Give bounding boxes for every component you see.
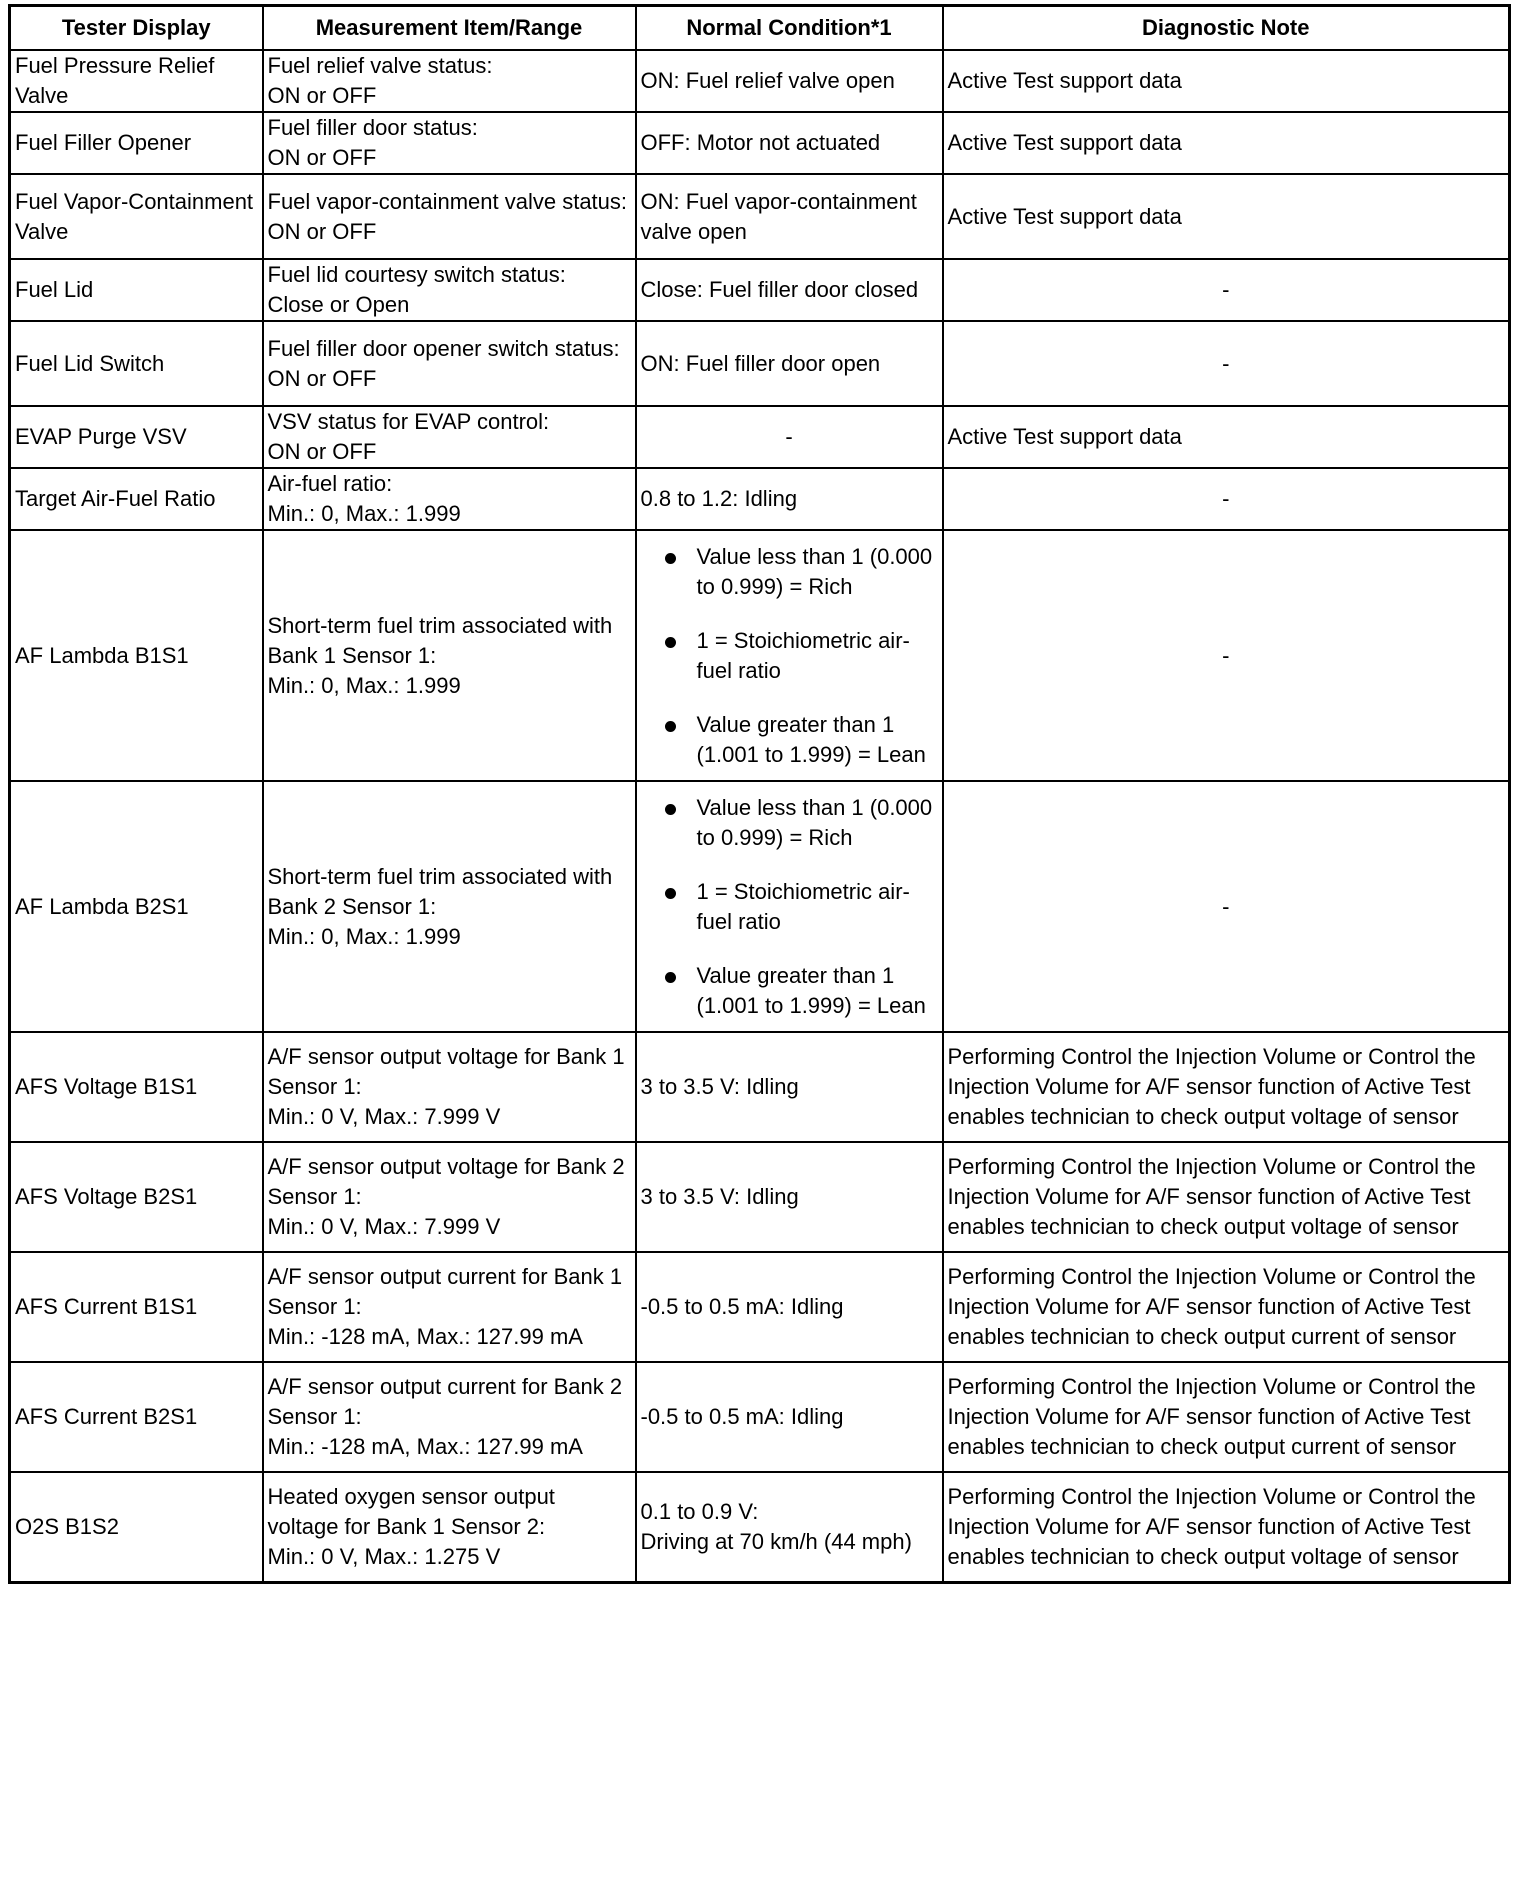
normal-condition-cell: ON: Fuel vapor-containment valve open bbox=[636, 174, 943, 259]
measurement-range-cell: Fuel vapor-containment valve status: ON or OFF bbox=[263, 174, 636, 259]
table-row bbox=[10, 468, 1510, 530]
normal-condition-cell: ON: Fuel relief valve open bbox=[636, 50, 943, 112]
diagnostic-note-cell: - bbox=[943, 468, 1510, 530]
table-row bbox=[10, 321, 1510, 406]
table-row bbox=[10, 406, 1510, 468]
tester-display-cell: O2S B1S2 bbox=[10, 1472, 263, 1582]
table-header bbox=[10, 6, 1510, 51]
tester-display-cell: EVAP Purge VSV bbox=[10, 406, 263, 468]
tester-display-cell: Fuel Lid bbox=[10, 259, 263, 321]
tester-display-cell: AFS Current B1S1 bbox=[10, 1252, 263, 1362]
diagnostic-note-cell: Active Test support data bbox=[943, 406, 1510, 468]
header-measurement-item-range: Measurement Item/Range bbox=[263, 6, 636, 51]
condition-bullet-item bbox=[661, 710, 938, 770]
diagnostic-note-cell: - bbox=[943, 530, 1510, 781]
bullet-dot-icon bbox=[665, 721, 676, 732]
condition-bullet-text: Value less than 1 (0.000 to 0.999) = Rich bbox=[696, 794, 933, 850]
bullet-dot-icon bbox=[665, 553, 676, 564]
table-row bbox=[10, 50, 1510, 112]
table-row bbox=[10, 1362, 1510, 1472]
normal-condition-cell: -0.5 to 0.5 mA: Idling bbox=[636, 1362, 943, 1472]
diagnostic-note-cell: - bbox=[943, 781, 1510, 1032]
condition-bullet-text: Value greater than 1 (1.001 to 1.999) = Lean bbox=[696, 962, 926, 1018]
measurement-range-cell: Short-term fuel trim associated with Bank 1 Sensor 1: Min.: 0, Max.: 1.999 bbox=[263, 530, 636, 781]
table-body bbox=[10, 50, 1510, 1582]
tester-display-cell: Fuel Filler Opener bbox=[10, 112, 263, 174]
table-row bbox=[10, 259, 1510, 321]
measurement-range-cell: A/F sensor output current for Bank 1 Sensor 1: Min.: -128 mA, Max.: 127.99 mA bbox=[263, 1252, 636, 1362]
normal-condition-cell: OFF: Motor not actuated bbox=[636, 112, 943, 174]
measurement-range-cell: Heated oxygen sensor output voltage for Bank 1 Sensor 2: Min.: 0 V, Max.: 1.275 V bbox=[263, 1472, 636, 1582]
normal-condition-cell: 0.8 to 1.2: Idling bbox=[636, 468, 943, 530]
tester-display-cell: AFS Voltage B1S1 bbox=[10, 1032, 263, 1142]
normal-condition-cell bbox=[636, 530, 943, 781]
measurement-range-cell: Fuel relief valve status: ON or OFF bbox=[263, 50, 636, 112]
tester-display-cell: Target Air-Fuel Ratio bbox=[10, 468, 263, 530]
tester-display-cell: AF Lambda B2S1 bbox=[10, 781, 263, 1032]
normal-condition-cell bbox=[636, 781, 943, 1032]
table-row bbox=[10, 1032, 1510, 1142]
table-row bbox=[10, 1472, 1510, 1582]
table-row bbox=[10, 530, 1510, 781]
diagnostic-note-cell: - bbox=[943, 321, 1510, 406]
normal-condition-cell: 3 to 3.5 V: Idling bbox=[636, 1032, 943, 1142]
condition-bullet-text: 1 = Stoichiometric air-fuel ratio bbox=[696, 627, 910, 683]
tester-display-cell: AF Lambda B1S1 bbox=[10, 530, 263, 781]
condition-bullet-text: 1 = Stoichiometric air-fuel ratio bbox=[696, 878, 910, 934]
header-row bbox=[10, 6, 1510, 51]
measurement-range-cell: VSV status for EVAP control: ON or OFF bbox=[263, 406, 636, 468]
diagnostic-note-cell: Performing Control the Injection Volume or Control the Injection Volume for A/F sensor function of Active Test enables technician to check output voltage of sensor bbox=[943, 1472, 1510, 1582]
measurement-range-cell: A/F sensor output voltage for Bank 2 Sensor 1: Min.: 0 V, Max.: 7.999 V bbox=[263, 1142, 636, 1252]
condition-bullet-list bbox=[641, 536, 938, 776]
normal-condition-cell: ON: Fuel filler door open bbox=[636, 321, 943, 406]
measurement-range-cell: Air-fuel ratio: Min.: 0, Max.: 1.999 bbox=[263, 468, 636, 530]
diagnostic-note-cell: Active Test support data bbox=[943, 174, 1510, 259]
condition-bullet-item bbox=[661, 626, 938, 686]
measurement-range-cell: Fuel filler door status: ON or OFF bbox=[263, 112, 636, 174]
table-row bbox=[10, 174, 1510, 259]
normal-condition-cell: 0.1 to 0.9 V: Driving at 70 km/h (44 mph) bbox=[636, 1472, 943, 1582]
diagnostic-note-cell: Performing Control the Injection Volume or Control the Injection Volume for A/F sensor function of Active Test enables technician to check output voltage of sensor bbox=[943, 1032, 1510, 1142]
condition-bullet-item bbox=[661, 961, 938, 1021]
normal-condition-cell: - bbox=[636, 406, 943, 468]
diagnostic-data-table bbox=[8, 4, 1511, 1584]
tester-display-cell: Fuel Vapor-Containment Valve bbox=[10, 174, 263, 259]
normal-condition-cell: Close: Fuel filler door closed bbox=[636, 259, 943, 321]
diagnostic-note-cell: Active Test support data bbox=[943, 112, 1510, 174]
tester-display-cell: AFS Voltage B2S1 bbox=[10, 1142, 263, 1252]
diagnostic-note-cell: Performing Control the Injection Volume or Control the Injection Volume for A/F sensor function of Active Test enables technician to check output current of sensor bbox=[943, 1362, 1510, 1472]
header-normal-condition: Normal Condition*1 bbox=[636, 6, 943, 51]
diagnostic-note-cell: Performing Control the Injection Volume or Control the Injection Volume for A/F sensor function of Active Test enables technician to check output current of sensor bbox=[943, 1252, 1510, 1362]
bullet-dot-icon bbox=[665, 637, 676, 648]
condition-bullet-item bbox=[661, 793, 938, 853]
condition-bullet-text: Value less than 1 (0.000 to 0.999) = Rich bbox=[696, 543, 933, 599]
header-diagnostic-note: Diagnostic Note bbox=[943, 6, 1510, 51]
normal-condition-cell: -0.5 to 0.5 mA: Idling bbox=[636, 1252, 943, 1362]
measurement-range-cell: Fuel lid courtesy switch status: Close or Open bbox=[263, 259, 636, 321]
measurement-range-cell: A/F sensor output current for Bank 2 Sensor 1: Min.: -128 mA, Max.: 127.99 mA bbox=[263, 1362, 636, 1472]
diagnostic-note-cell: - bbox=[943, 259, 1510, 321]
measurement-range-cell: A/F sensor output voltage for Bank 1 Sensor 1: Min.: 0 V, Max.: 7.999 V bbox=[263, 1032, 636, 1142]
measurement-range-cell: Fuel filler door opener switch status: ON or OFF bbox=[263, 321, 636, 406]
bullet-dot-icon bbox=[665, 888, 676, 899]
table-row bbox=[10, 1252, 1510, 1362]
tester-display-cell: Fuel Lid Switch bbox=[10, 321, 263, 406]
measurement-range-cell: Short-term fuel trim associated with Bank 2 Sensor 1: Min.: 0, Max.: 1.999 bbox=[263, 781, 636, 1032]
bullet-dot-icon bbox=[665, 972, 676, 983]
diagnostic-note-cell: Active Test support data bbox=[943, 50, 1510, 112]
condition-bullet-item bbox=[661, 877, 938, 937]
table-row bbox=[10, 1142, 1510, 1252]
diagnostic-note-cell: Performing Control the Injection Volume or Control the Injection Volume for A/F sensor function of Active Test enables technician to check output voltage of sensor bbox=[943, 1142, 1510, 1252]
bullet-dot-icon bbox=[665, 804, 676, 815]
table-row bbox=[10, 781, 1510, 1032]
table-row bbox=[10, 112, 1510, 174]
tester-display-cell: AFS Current B2S1 bbox=[10, 1362, 263, 1472]
header-tester-display: Tester Display bbox=[10, 6, 263, 51]
condition-bullet-item bbox=[661, 542, 938, 602]
condition-bullet-list bbox=[641, 787, 938, 1027]
condition-bullet-text: Value greater than 1 (1.001 to 1.999) = Lean bbox=[696, 711, 926, 767]
normal-condition-cell: 3 to 3.5 V: Idling bbox=[636, 1142, 943, 1252]
tester-display-cell: Fuel Pressure Relief Valve bbox=[10, 50, 263, 112]
